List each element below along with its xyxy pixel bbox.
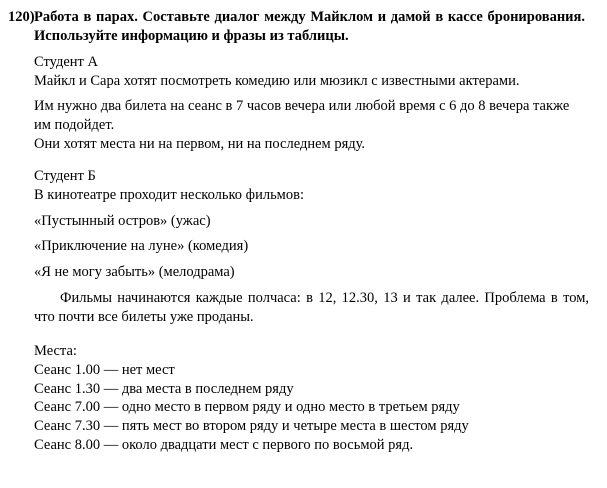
spacer	[34, 154, 597, 167]
student-a-line-1: Майкл и Сара хотят посмотреть комедию или мюзикл с известными актерами.	[34, 72, 520, 89]
spacer	[34, 282, 597, 289]
exercise-instruction: Работа в парах. Составьте диалог между Майклом и дамой в кассе бронирования. Используйте информацию и фразы из таблицы.	[34, 9, 585, 44]
exercise-heading	[8, 8, 585, 46]
seats-section	[34, 342, 597, 455]
seats-row-5: Сеанс 8.00 — около двадцати мест с первого по восьмой ряд.	[34, 437, 414, 454]
spacer	[34, 327, 597, 342]
spacer	[34, 205, 597, 212]
student-a-label: Студент А	[34, 53, 98, 70]
exercise-number: 120)	[8, 9, 35, 25]
film-item-1: «Пустынный остров» (ужас)	[34, 212, 211, 229]
seats-row-4: Сеанс 7.30 — пять мест во втором ряду и четыре места в шестом ряду	[34, 418, 469, 435]
film-item-2: «Приключение на луне» (комедия)	[34, 238, 249, 255]
film-item-3: «Я не могу забыть» (мелодрама)	[34, 264, 235, 281]
spacer	[34, 256, 597, 263]
student-a-line-2: Им нужно два билета на сеанс в 7 часов вечера или любой время с 6 до 8 вечера также	[34, 98, 570, 115]
student-a-line-3: им подойдет.	[34, 117, 115, 134]
seats-row-1: Сеанс 1.00 — нет мест	[34, 361, 175, 378]
spacer	[34, 90, 597, 97]
seats-label: Места:	[34, 342, 77, 359]
seats-row-2: Сеанс 1.30 — два места в последнем ряду	[34, 380, 294, 397]
student-b-note: Фильмы начинаются каждые полчаса: в 12, 12.30, 13 и так далее. Проблема в том, что почти все билеты уже проданы.	[34, 290, 593, 325]
student-b-intro: В кинотеатре проходит несколько фильмов:	[34, 186, 304, 203]
student-b-section	[34, 167, 597, 327]
student-b-label: Студент Б	[34, 167, 96, 184]
student-a-line-4: Они хотят места ни на первом, ни на последнем ряду.	[34, 136, 366, 153]
spacer	[34, 230, 597, 237]
spacer	[34, 46, 597, 53]
seats-row-3: Сеанс 7.00 — одно место в первом ряду и одно место в третьем ряду	[34, 399, 460, 416]
student-a-section	[34, 53, 597, 154]
